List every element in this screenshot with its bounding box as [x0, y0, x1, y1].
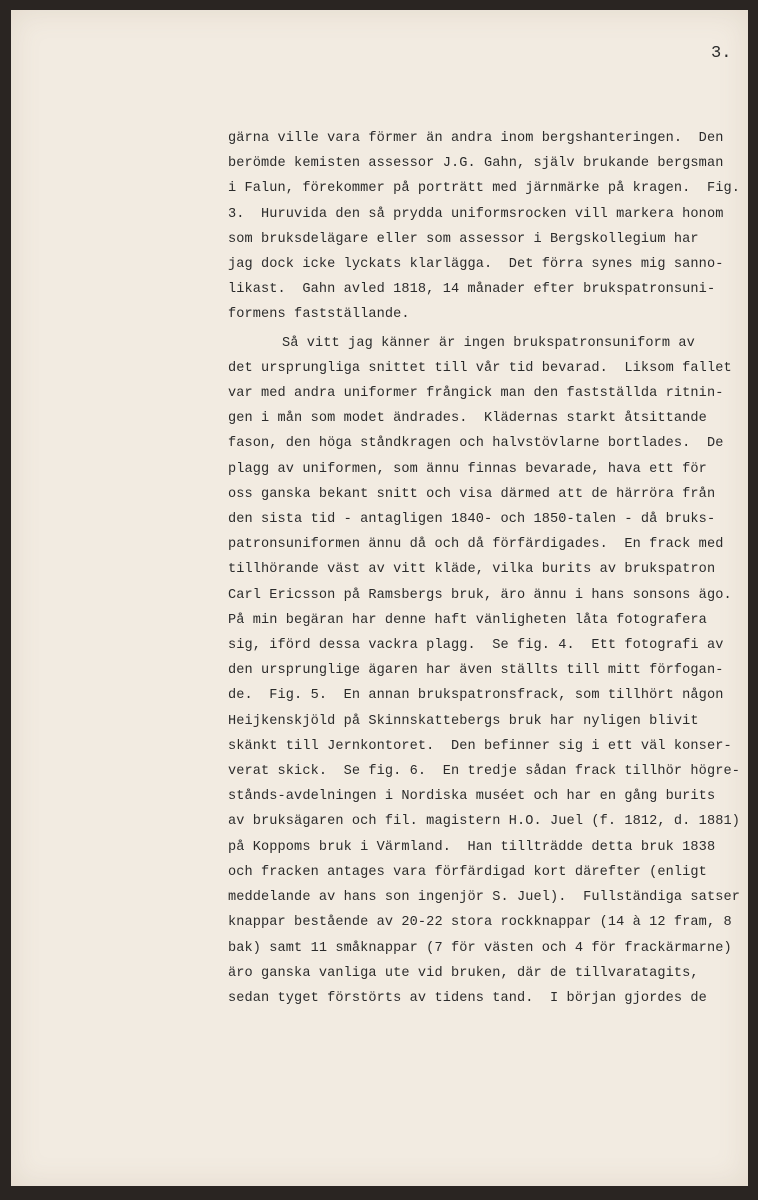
- body-text: [228, 126, 740, 1011]
- text-line: den sista tid - antagligen 1840- och 1850-talen - då bruks-: [228, 512, 716, 528]
- text-line: 3. Huruvida den så prydda uniformsrocken vill markera honom: [228, 206, 724, 222]
- text-line: meddelande av hans son ingenjör S. Juel). Fullständiga satser: [228, 890, 740, 906]
- text-line: verat skick. Se fig. 6. En tredje sådan frack tillhör högre-: [228, 764, 740, 780]
- text-line: Heijkenskjöld på Skinnskattebergs bruk har nyligen blivit: [228, 713, 699, 729]
- text-line: och fracken antages vara förfärdigad kort därefter (enligt: [228, 864, 707, 880]
- text-line: i Falun, förekommer på porträtt med järnmärke på kragen. Fig.: [228, 181, 740, 197]
- text-line: oss ganska bekant snitt och visa därmed att de härröra från: [228, 486, 716, 502]
- text-line: stånds-avdelningen i Nordiska muséet och har en gång burits: [228, 789, 716, 805]
- text-line: likast. Gahn avled 1818, 14 månader efter brukspatronsuni-: [228, 282, 716, 298]
- page-number: 3.: [711, 44, 732, 63]
- text-line: jag dock icke lyckats klarlägga. Det förra synes mig sanno-: [228, 257, 724, 273]
- text-line: plagg av uniformen, som ännu finnas bevarade, hava ett för: [228, 461, 707, 477]
- text-line: tillhörande väst av vitt kläde, vilka burits av brukspatron: [228, 562, 716, 578]
- text-line: gärna ville vara förmer än andra inom bergshanteringen. Den: [228, 131, 724, 146]
- text-line: gen i mån som modet ändrades. Klädernas starkt åtsittande: [228, 411, 707, 427]
- text-line: var med andra uniformer frångick man den fastställda ritnin-: [228, 386, 724, 402]
- text-line: skänkt till Jernkontoret. Den befinner sig i ett väl konser-: [228, 738, 732, 754]
- document-page: [11, 10, 748, 1186]
- text-line: på Koppoms bruk i Värmland. Han tillträdde detta bruk 1838: [228, 839, 716, 855]
- text-line: som bruksdelägare eller som assessor i Bergskollegium har: [228, 231, 699, 247]
- text-line: sedan tyget förstörts av tidens tand. I början gjordes de: [228, 990, 707, 1006]
- text-line: patronsuniformen ännu då och då förfärdigades. En frack med: [228, 537, 724, 553]
- text-line: knappar bestående av 20-22 stora rockknappar (14 à 12 fram, 8: [228, 915, 732, 931]
- text-line: sig, iförd dessa vackra plagg. Se fig. 4. Ett fotografi av: [228, 638, 724, 654]
- text-line: de. Fig. 5. En annan brukspatronsfrack, som tillhört någon: [228, 688, 724, 704]
- text-line: fason, den höga ståndkragen och halvstövlarne bortlades. De: [228, 436, 724, 452]
- text-line: Carl Ericsson på Ramsbergs bruk, äro ännu i hans sonsons ägo.: [228, 587, 732, 603]
- text-line: berömde kemisten assessor J.G. Gahn, själv brukande bergsman: [228, 156, 724, 172]
- text-line: På min begäran har denne haft vänligheten låta fotografera: [228, 612, 707, 628]
- text-line: den ursprunglige ägaren har även ställts till mitt förfogan-: [228, 663, 724, 679]
- text-line: äro ganska vanliga ute vid bruken, där de tillvaratagits,: [228, 965, 699, 981]
- text-line: av bruksägaren och fil. magistern H.O. Juel (f. 1812, d. 1881): [228, 814, 740, 830]
- text-line: bak) samt 11 småknappar (7 för västen och 4 för frackärmarne): [228, 940, 732, 956]
- text-line: det ursprungliga snittet till vår tid bevarad. Liksom fallet: [228, 360, 732, 376]
- text-line: formens fastställande.: [228, 307, 410, 323]
- text-line: Så vitt jag känner är ingen brukspatronsuniform av: [282, 335, 695, 351]
